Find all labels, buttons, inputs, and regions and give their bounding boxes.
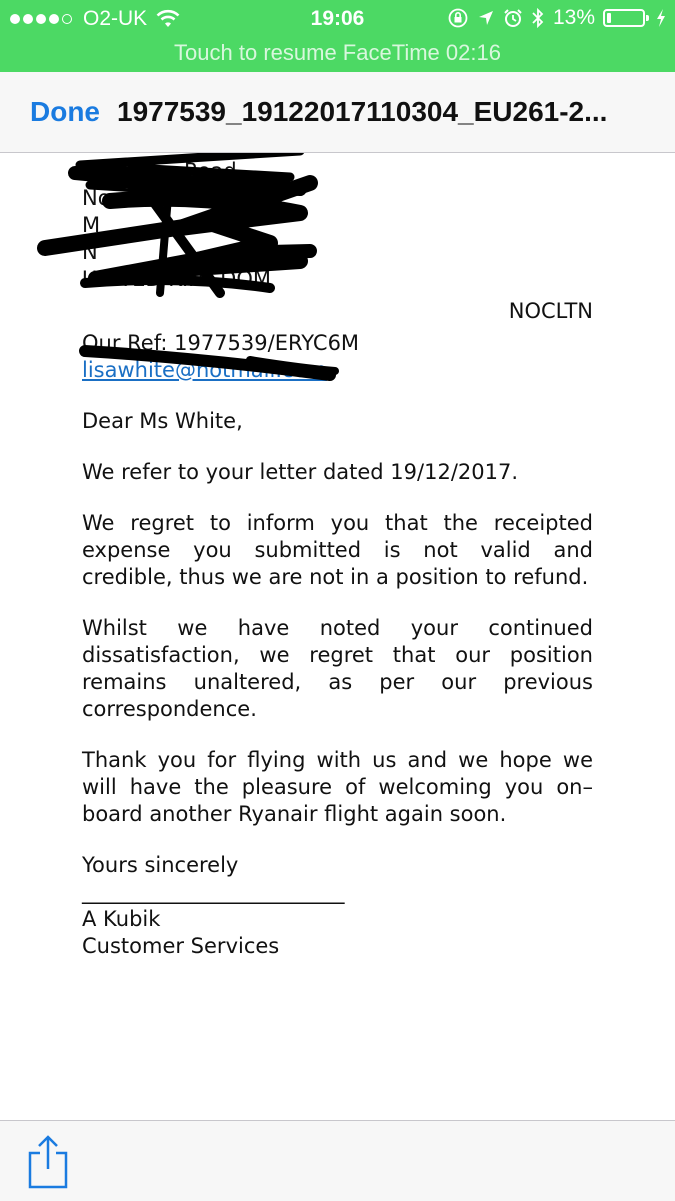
email-line bbox=[82, 357, 593, 384]
status-time: 19:06 bbox=[310, 7, 365, 30]
charging-bolt-icon bbox=[655, 8, 667, 28]
signatory-department: Customer Services bbox=[82, 934, 280, 958]
signatory-name: A Kubik bbox=[82, 907, 161, 931]
status-right bbox=[439, 6, 667, 30]
letter bbox=[82, 153, 593, 960]
document-view[interactable] bbox=[0, 153, 675, 1120]
alarm-icon bbox=[503, 8, 523, 28]
closing: Yours sincerely bbox=[82, 853, 239, 877]
battery-level bbox=[607, 13, 611, 23]
bluetooth-icon bbox=[531, 7, 545, 29]
address-line: M bbox=[82, 213, 101, 237]
department-code: NOCLTN bbox=[508, 299, 593, 323]
paragraph: We regret to inform you that the receipted expense you submitted is not valid and credible, thus we are not in a position to refund. bbox=[82, 511, 593, 589]
paragraph: Whilst we have noted your continued dissatisfaction, we regret that our position remains unaltered, as per our previous correspondence. bbox=[82, 616, 593, 721]
carrier-name: O2-UK bbox=[83, 7, 148, 30]
document-title: 1977539_19122017110304_EU261-2... bbox=[117, 96, 608, 127]
facetime-resume-banner[interactable]: Touch to resume FaceTime 02:16 bbox=[174, 40, 501, 65]
email-link[interactable]: lisawhite@hotmail.com bbox=[82, 358, 327, 382]
battery-percentage: 13% bbox=[552, 6, 595, 29]
status-row bbox=[0, 0, 675, 38]
done-button[interactable]: Done bbox=[30, 96, 100, 127]
location-icon bbox=[477, 9, 495, 27]
address-line: No bbox=[82, 186, 111, 210]
address-line: N bbox=[82, 240, 98, 264]
signature-line: _________________________ bbox=[82, 880, 345, 904]
address-country: UNITED KINGDOM bbox=[82, 267, 271, 291]
salutation: Dear Ms White, bbox=[82, 409, 243, 433]
reference-number: Our Ref: 1977539/ERYC6M bbox=[82, 331, 360, 355]
address-line: 1 Balfour Road bbox=[82, 159, 237, 183]
paragraph: We refer to your letter dated 19/12/2017. bbox=[82, 460, 519, 484]
share-icon[interactable] bbox=[26, 1133, 70, 1189]
battery-icon bbox=[603, 9, 645, 27]
rotation-lock-icon bbox=[447, 7, 469, 29]
navigation-bar bbox=[0, 72, 675, 153]
paragraph: Thank you for flying with us and we hope we will have the pleasure of welcoming you on–board another Ryanair flight again soon. bbox=[82, 748, 593, 826]
bottom-toolbar bbox=[0, 1120, 675, 1201]
status-bar bbox=[0, 0, 675, 72]
